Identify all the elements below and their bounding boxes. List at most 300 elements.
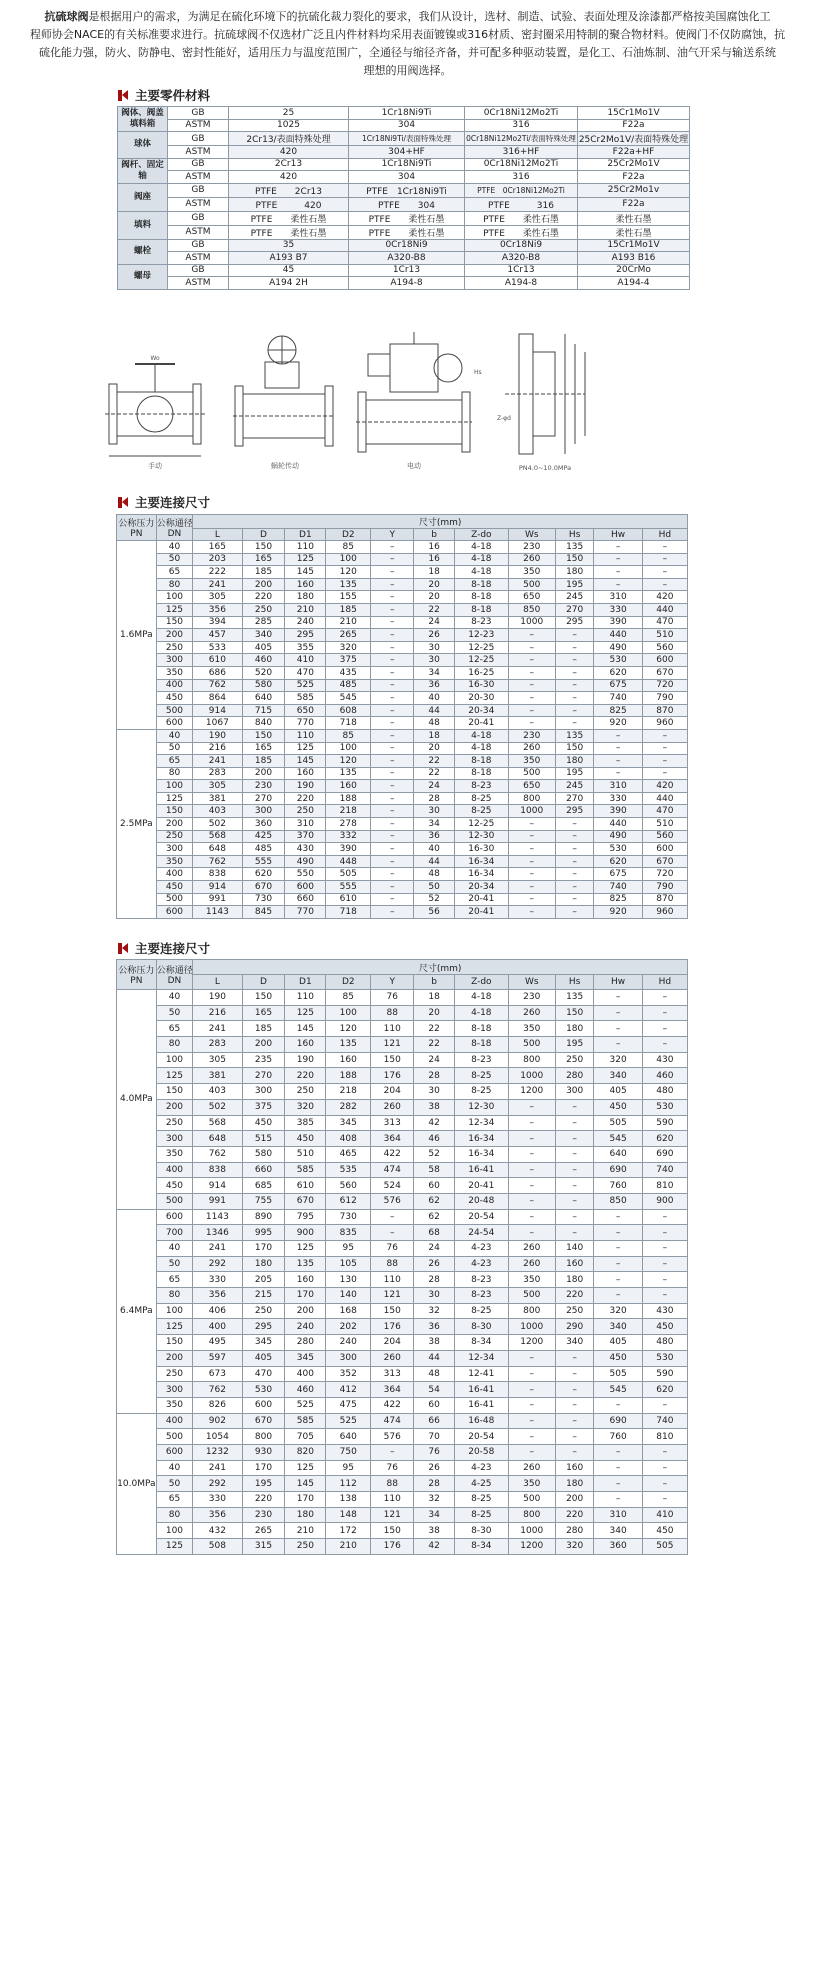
dimension-cell: – bbox=[642, 1397, 687, 1413]
worm-gear-valve-drawing bbox=[225, 324, 345, 474]
dimension-cell: – bbox=[371, 767, 414, 780]
dimension-cell: 230 bbox=[242, 780, 285, 793]
dimension-cell: 48 bbox=[414, 868, 455, 881]
dimension-cell: 825 bbox=[594, 893, 642, 906]
dn-cell: 80 bbox=[156, 1507, 192, 1523]
dn-cell: 150 bbox=[156, 1084, 192, 1100]
dimension-cell: 28 bbox=[414, 1476, 455, 1492]
dimension-cell: – bbox=[371, 717, 414, 730]
materials-value-cell: F22a+HF bbox=[578, 146, 690, 159]
dimension-row bbox=[117, 1272, 688, 1288]
dimension-cell: 195 bbox=[555, 767, 594, 780]
dimension-row bbox=[117, 1209, 688, 1225]
dn-cell: 100 bbox=[156, 780, 192, 793]
dimension-row bbox=[117, 1319, 688, 1335]
dimension-cell: 44 bbox=[414, 855, 455, 868]
dn-cell: 100 bbox=[156, 1523, 192, 1539]
dimension-cell: 510 bbox=[285, 1146, 326, 1162]
dn-cell: 80 bbox=[156, 1288, 192, 1304]
materials-value-cell: 1Cr13 bbox=[349, 264, 465, 277]
dimension-cell: 88 bbox=[371, 1256, 414, 1272]
dimension-cell: 762 bbox=[193, 679, 242, 692]
dimension-cell: 740 bbox=[594, 692, 642, 705]
dimension-cell: – bbox=[555, 1429, 594, 1445]
dimension-cell: 825 bbox=[594, 704, 642, 717]
dimension-cell: 300 bbox=[326, 1350, 371, 1366]
dimension-cell: 435 bbox=[326, 666, 371, 679]
materials-row bbox=[118, 146, 690, 159]
materials-row bbox=[118, 239, 690, 252]
dimension-cell: 110 bbox=[285, 729, 326, 742]
dimension-cell: 4-18 bbox=[454, 990, 508, 1006]
dimension-cell: 1000 bbox=[508, 616, 555, 629]
dimension-cell: 440 bbox=[594, 818, 642, 831]
dn-cell: 50 bbox=[156, 553, 192, 566]
dimension-cell: – bbox=[594, 578, 642, 591]
dimension-cell: 125 bbox=[285, 553, 326, 566]
dimension-cell: 38 bbox=[414, 1099, 455, 1115]
dimension-cell: 730 bbox=[242, 893, 285, 906]
dimension-cell: 720 bbox=[642, 868, 687, 881]
dimension-cell: 220 bbox=[242, 591, 285, 604]
materials-value-cell: 0Cr18Ni9 bbox=[349, 239, 465, 252]
dimension-cell: 220 bbox=[285, 792, 326, 805]
dimension-row bbox=[117, 1288, 688, 1304]
dimension-cell: 12-30 bbox=[454, 1099, 508, 1115]
dimension-cell: 375 bbox=[242, 1099, 285, 1115]
dimension-cell: 1346 bbox=[193, 1225, 242, 1241]
dimension-cell: – bbox=[508, 855, 555, 868]
dimension-cell: 740 bbox=[594, 881, 642, 894]
column-header: Z-do bbox=[454, 975, 508, 990]
dimension-row bbox=[117, 780, 688, 793]
materials-value-cell: 2Cr13 bbox=[229, 158, 349, 171]
electric-valve-drawing bbox=[350, 324, 480, 474]
materials-value-cell: PTFE 1Cr18Ni9Ti bbox=[349, 183, 465, 197]
dimension-cell: 590 bbox=[642, 1366, 687, 1382]
dimension-cell: 26 bbox=[414, 1256, 455, 1272]
dimension-cell: 20-41 bbox=[454, 906, 508, 919]
dimension-cell: 205 bbox=[242, 1272, 285, 1288]
dimension-cell: 105 bbox=[326, 1256, 371, 1272]
dimension-cell: 490 bbox=[594, 641, 642, 654]
dimension-cell: 381 bbox=[193, 792, 242, 805]
dimension-cell: – bbox=[555, 843, 594, 856]
dimension-cell: 420 bbox=[642, 780, 687, 793]
dimension-cell: 24 bbox=[414, 780, 455, 793]
dimension-cell: 40 bbox=[414, 843, 455, 856]
dimension-cell: – bbox=[555, 1397, 594, 1413]
dimension-cell: – bbox=[555, 1162, 594, 1178]
dimension-cell: 510 bbox=[642, 818, 687, 831]
dn-cell: 350 bbox=[156, 1397, 192, 1413]
dimension-cell: 620 bbox=[242, 868, 285, 881]
dimension-cell: 190 bbox=[193, 729, 242, 742]
dimension-cell: 285 bbox=[242, 616, 285, 629]
materials-part-cell: 阀体、阀盖 填料箱 bbox=[118, 107, 168, 132]
dimension-cell: 762 bbox=[193, 1146, 242, 1162]
dimension-cell: – bbox=[371, 780, 414, 793]
dimension-cell: 170 bbox=[285, 1288, 326, 1304]
dimension-cell: 1000 bbox=[508, 1319, 555, 1335]
dimension-cell: – bbox=[555, 1115, 594, 1131]
dimension-cell: 670 bbox=[242, 881, 285, 894]
materials-value-cell: PTFE 柔性石墨 bbox=[465, 211, 578, 225]
dimension-cell: 300 bbox=[242, 1084, 285, 1100]
dimension-cell: 16-25 bbox=[454, 666, 508, 679]
dimension-cell: 403 bbox=[193, 805, 242, 818]
dimension-cell: 352 bbox=[326, 1366, 371, 1382]
dimension-cell: 524 bbox=[371, 1178, 414, 1194]
materials-row bbox=[118, 211, 690, 225]
dn-cell: 80 bbox=[156, 767, 192, 780]
dimension-cell: 505 bbox=[326, 868, 371, 881]
dimension-cell: – bbox=[508, 1131, 555, 1147]
dimension-cell: 850 bbox=[594, 1193, 642, 1209]
materials-value-cell: PTFE 柔性石墨 bbox=[229, 211, 349, 225]
dimension-cell: 450 bbox=[285, 1131, 326, 1147]
dimension-cell: 20-34 bbox=[454, 704, 508, 717]
dimension-cell: 474 bbox=[371, 1413, 414, 1429]
dimension-row bbox=[117, 1068, 688, 1084]
dimension-cell: 195 bbox=[242, 1476, 285, 1492]
dimension-cell: 36 bbox=[414, 679, 455, 692]
dn-cell: 450 bbox=[156, 881, 192, 894]
dimension-cell: 340 bbox=[594, 1319, 642, 1335]
dimension-cell: 218 bbox=[326, 1084, 371, 1100]
dimension-cell: 330 bbox=[193, 1492, 242, 1508]
dimension-cell: – bbox=[642, 1225, 687, 1241]
materials-value-cell: 1Cr18Ni9Ti bbox=[349, 107, 465, 120]
dimension-row bbox=[117, 704, 688, 717]
dimension-cell: – bbox=[555, 855, 594, 868]
dimension-cell: 160 bbox=[285, 767, 326, 780]
dimension-cell: 150 bbox=[371, 1523, 414, 1539]
dimension-cell: 390 bbox=[594, 616, 642, 629]
dimension-cell: 995 bbox=[242, 1225, 285, 1241]
dimension-cell: 210 bbox=[285, 1523, 326, 1539]
dimension-cell: 160 bbox=[285, 1037, 326, 1053]
dimension-cell: 190 bbox=[285, 1052, 326, 1068]
dimension-row bbox=[117, 1507, 688, 1523]
dimension-cell: 718 bbox=[326, 906, 371, 919]
dimension-cell: 30 bbox=[414, 805, 455, 818]
dn-cell: 50 bbox=[156, 1256, 192, 1272]
materials-standard-cell: GB bbox=[168, 158, 229, 171]
dimension-row bbox=[117, 729, 688, 742]
dimension-cell: – bbox=[642, 1444, 687, 1460]
dimension-cell: 810 bbox=[642, 1429, 687, 1445]
dimension-cell: 66 bbox=[414, 1413, 455, 1429]
dimension-cell: – bbox=[642, 1209, 687, 1225]
materials-value-cell: 25Cr2Mo1V bbox=[578, 158, 690, 171]
dimension-cell: 245 bbox=[555, 780, 594, 793]
dimension-cell: 36 bbox=[414, 1319, 455, 1335]
dims2-title bbox=[116, 939, 210, 957]
dims1-table bbox=[116, 514, 688, 919]
dimension-cell: – bbox=[555, 704, 594, 717]
dn-cell: 450 bbox=[156, 1178, 192, 1194]
dn-header-label: 公称通径 bbox=[156, 519, 193, 529]
dimension-cell: 715 bbox=[242, 704, 285, 717]
ws-dim-label: Wo bbox=[150, 355, 160, 362]
dimension-cell: – bbox=[555, 1131, 594, 1147]
dimension-cell: 640 bbox=[242, 692, 285, 705]
dimension-cell: – bbox=[555, 881, 594, 894]
dn-cell: 400 bbox=[156, 1162, 192, 1178]
dimension-cell: 16 bbox=[414, 553, 455, 566]
dimension-cell: 30 bbox=[414, 641, 455, 654]
dimension-cell: 8-23 bbox=[454, 780, 508, 793]
dimension-cell: 385 bbox=[285, 1115, 326, 1131]
dimension-cell: 282 bbox=[326, 1099, 371, 1115]
intro-line-2: 程师协会NACE的有关标准要求进行。抗硫球阀不仅选材广泛且内件材料均采用表面镀镍或316材质、密封圈采用特制的聚合物材料。使阀门不仅防腐蚀，抗 bbox=[29, 28, 786, 41]
dimension-cell: 180 bbox=[555, 1272, 594, 1288]
dimension-cell: 610 bbox=[285, 1178, 326, 1194]
dn-cell: 65 bbox=[156, 1272, 192, 1288]
dimension-cell: – bbox=[555, 1146, 594, 1162]
dimension-cell: – bbox=[371, 629, 414, 642]
materials-value-cell: 304+HF bbox=[349, 146, 465, 159]
dn-cell: 250 bbox=[156, 1366, 192, 1382]
dn-cell: 250 bbox=[156, 830, 192, 843]
dimension-cell: 190 bbox=[285, 780, 326, 793]
column-header: b bbox=[414, 529, 455, 541]
dimension-row bbox=[117, 717, 688, 730]
dimension-cell: – bbox=[555, 1099, 594, 1115]
dimension-cell: 1232 bbox=[193, 1444, 242, 1460]
materials-value-cell: F22a bbox=[578, 197, 690, 211]
dimension-cell: 16-30 bbox=[454, 679, 508, 692]
dn-cell: 40 bbox=[156, 990, 192, 1006]
dimension-cell: 270 bbox=[242, 1068, 285, 1084]
dimension-cell: 640 bbox=[326, 1429, 371, 1445]
dimension-cell: 8-23 bbox=[454, 1272, 508, 1288]
pn-header-label: 公称压力 bbox=[118, 519, 155, 529]
dimension-cell: 28 bbox=[414, 1272, 455, 1288]
dimension-cell: 500 bbox=[508, 1492, 555, 1508]
dimension-cell: – bbox=[508, 629, 555, 642]
dimension-cell: 220 bbox=[555, 1507, 594, 1523]
dimension-cell: 215 bbox=[242, 1288, 285, 1304]
dimension-cell: 200 bbox=[555, 1492, 594, 1508]
dimension-cell: 470 bbox=[642, 616, 687, 629]
dimension-cell: 310 bbox=[285, 818, 326, 831]
dimension-cell: 902 bbox=[193, 1413, 242, 1429]
dimension-cell: 160 bbox=[326, 780, 371, 793]
dimension-cell: 76 bbox=[371, 990, 414, 1006]
dimension-cell: 500 bbox=[508, 1288, 555, 1304]
dimension-cell: 340 bbox=[594, 1068, 642, 1084]
dimension-cell: – bbox=[371, 805, 414, 818]
dimension-cell: 750 bbox=[326, 1444, 371, 1460]
pressure-cell: 4.0MPa bbox=[117, 990, 157, 1210]
dimension-row bbox=[117, 1350, 688, 1366]
dimension-cell: – bbox=[508, 1209, 555, 1225]
dimension-cell: 58 bbox=[414, 1162, 455, 1178]
dimension-cell: 8-23 bbox=[454, 616, 508, 629]
dimension-cell: 168 bbox=[326, 1303, 371, 1319]
dimension-cell: 560 bbox=[642, 641, 687, 654]
dimension-cell: – bbox=[594, 1256, 642, 1272]
materials-value-cell: 1025 bbox=[229, 119, 349, 132]
dimension-cell: 457 bbox=[193, 629, 242, 642]
dimension-cell: – bbox=[371, 679, 414, 692]
dimension-cell: – bbox=[594, 1444, 642, 1460]
dimension-cell: – bbox=[508, 843, 555, 856]
dimension-cell: 250 bbox=[285, 1539, 326, 1555]
dimension-cell: 313 bbox=[371, 1366, 414, 1382]
dimension-cell: – bbox=[555, 1193, 594, 1209]
dimension-cell: 176 bbox=[371, 1068, 414, 1084]
dimension-cell: – bbox=[594, 1397, 642, 1413]
dimension-cell: 235 bbox=[242, 1052, 285, 1068]
dimension-cell: 530 bbox=[642, 1350, 687, 1366]
dims2-title-text: 主要连接尺寸 bbox=[135, 941, 211, 956]
dimension-cell: – bbox=[508, 1444, 555, 1460]
dn-cell: 600 bbox=[156, 1444, 192, 1460]
dimension-cell: 295 bbox=[285, 629, 326, 642]
dn-cell: 200 bbox=[156, 629, 192, 642]
dimension-cell: 300 bbox=[555, 1084, 594, 1100]
dimension-cell: 718 bbox=[326, 717, 371, 730]
dimension-cell: – bbox=[642, 578, 687, 591]
dimension-cell: 675 bbox=[594, 679, 642, 692]
dn-cell: 300 bbox=[156, 654, 192, 667]
dimension-row bbox=[117, 1084, 688, 1100]
dimension-row bbox=[117, 742, 688, 755]
dimension-cell: 530 bbox=[242, 1382, 285, 1398]
dimension-cell: 375 bbox=[326, 654, 371, 667]
dimension-cell: – bbox=[508, 1366, 555, 1382]
dimension-cell: – bbox=[371, 654, 414, 667]
dimension-cell: 76 bbox=[414, 1444, 455, 1460]
dimension-row bbox=[117, 654, 688, 667]
dimension-cell: – bbox=[594, 755, 642, 768]
dimension-cell: 465 bbox=[326, 1146, 371, 1162]
dimension-cell: – bbox=[371, 881, 414, 894]
dimension-cell: 24 bbox=[414, 616, 455, 629]
dimension-cell: 85 bbox=[326, 541, 371, 554]
dimension-cell: 460 bbox=[285, 1382, 326, 1398]
dimension-cell: 32 bbox=[414, 1492, 455, 1508]
dimension-cell: 440 bbox=[642, 603, 687, 616]
dimension-cell: – bbox=[508, 1429, 555, 1445]
materials-value-cell: 20CrMo bbox=[578, 264, 690, 277]
dimension-cell: 400 bbox=[285, 1366, 326, 1382]
dimension-cell: 250 bbox=[555, 1303, 594, 1319]
materials-value-cell: A194-8 bbox=[465, 277, 578, 290]
dimension-cell: 760 bbox=[594, 1178, 642, 1194]
dimension-cell: 148 bbox=[326, 1507, 371, 1523]
dimension-cell: 450 bbox=[594, 1099, 642, 1115]
dimension-cell: – bbox=[594, 1476, 642, 1492]
dimension-cell: 470 bbox=[642, 805, 687, 818]
materials-standard-cell: ASTM bbox=[168, 252, 229, 265]
dimension-cell: 530 bbox=[594, 654, 642, 667]
section-chevron-icon bbox=[116, 89, 130, 102]
dimension-cell: – bbox=[371, 578, 414, 591]
dimension-cell: 350 bbox=[508, 755, 555, 768]
dimension-cell: 135 bbox=[555, 990, 594, 1006]
dimension-cell: 185 bbox=[326, 603, 371, 616]
dimension-cell: 20-54 bbox=[454, 1209, 508, 1225]
dimension-cell: 960 bbox=[642, 717, 687, 730]
column-header: Y bbox=[371, 529, 414, 541]
dimension-cell: 180 bbox=[555, 566, 594, 579]
dimension-cell: 34 bbox=[414, 1507, 455, 1523]
materials-part-cell: 螺母 bbox=[118, 264, 168, 289]
dimension-cell: 320 bbox=[594, 1303, 642, 1319]
dimension-cell: 412 bbox=[326, 1382, 371, 1398]
dn-cell: 50 bbox=[156, 742, 192, 755]
dimension-cell: 4-18 bbox=[454, 742, 508, 755]
materials-standard-cell: GB bbox=[168, 211, 229, 225]
dimension-cell: 240 bbox=[285, 616, 326, 629]
dimension-cell: 673 bbox=[193, 1366, 242, 1382]
dimension-row bbox=[117, 553, 688, 566]
dimension-cell: 204 bbox=[371, 1335, 414, 1351]
dimension-cell: 165 bbox=[193, 541, 242, 554]
materials-part-cell: 螺栓 bbox=[118, 239, 168, 264]
dimension-cell: 8-18 bbox=[454, 755, 508, 768]
dimension-cell: 30 bbox=[414, 654, 455, 667]
dimension-cell: 310 bbox=[594, 780, 642, 793]
dimension-cell: – bbox=[508, 1178, 555, 1194]
dimension-cell: 216 bbox=[193, 1005, 242, 1021]
dimension-cell: 835 bbox=[326, 1225, 371, 1241]
materials-value-cell: 0Cr18Ni12Mo2Ti bbox=[465, 158, 578, 171]
dn-cell: 65 bbox=[156, 1021, 192, 1037]
dimension-cell: 670 bbox=[642, 666, 687, 679]
dimension-cell: 1200 bbox=[508, 1084, 555, 1100]
hs-dim-label: Hs bbox=[474, 369, 482, 376]
dimension-cell: 8-25 bbox=[454, 1492, 508, 1508]
dimension-cell: 330 bbox=[193, 1272, 242, 1288]
valve-drawings bbox=[95, 324, 725, 484]
dimension-cell: 330 bbox=[594, 792, 642, 805]
dn-cell: 700 bbox=[156, 1225, 192, 1241]
dimension-cell: 200 bbox=[242, 1037, 285, 1053]
materials-value-cell: PTFE 柔性石墨 bbox=[349, 225, 465, 239]
dimension-cell: 685 bbox=[242, 1178, 285, 1194]
materials-value-cell: PTFE 0Cr18Ni12Mo2Ti bbox=[465, 183, 578, 197]
dimension-row bbox=[117, 1005, 688, 1021]
intro-lead: 抗硫球阀 bbox=[44, 10, 89, 23]
dimension-cell: 610 bbox=[193, 654, 242, 667]
dimension-cell: 505 bbox=[642, 1539, 687, 1555]
dimension-cell: 260 bbox=[508, 1256, 555, 1272]
dimension-cell: 295 bbox=[242, 1319, 285, 1335]
materials-value-cell: 420 bbox=[229, 171, 349, 184]
materials-value-cell: 25Cr2Mo1V/表面特殊处理 bbox=[578, 132, 690, 146]
dimension-cell: 410 bbox=[642, 1507, 687, 1523]
dimension-cell: 8-18 bbox=[454, 603, 508, 616]
dimension-cell: 20 bbox=[414, 591, 455, 604]
flange-pressure-label: PN4.0~10.0MPa bbox=[518, 464, 572, 472]
dimension-cell: 20-41 bbox=[454, 893, 508, 906]
materials-value-cell: A320-B8 bbox=[465, 252, 578, 265]
dimension-cell: 495 bbox=[193, 1335, 242, 1351]
dimension-cell: 4-18 bbox=[454, 566, 508, 579]
materials-value-cell: 1Cr18Ni9Ti bbox=[349, 158, 465, 171]
dimension-row bbox=[117, 1099, 688, 1115]
dn-cell: 50 bbox=[156, 1476, 192, 1492]
dimension-cell: – bbox=[594, 1288, 642, 1304]
dimension-cell: 85 bbox=[326, 729, 371, 742]
dimension-cell: 185 bbox=[242, 1021, 285, 1037]
dimension-cell: 315 bbox=[242, 1539, 285, 1555]
